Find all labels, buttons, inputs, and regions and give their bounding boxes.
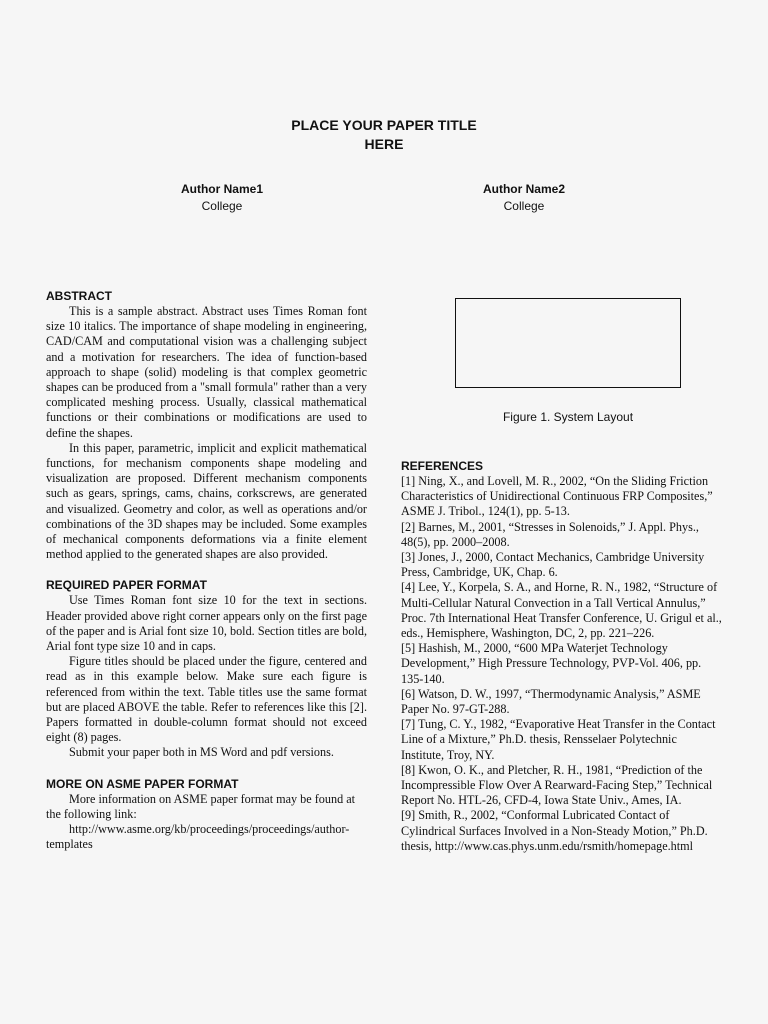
paper-title-line2: HERE: [364, 136, 404, 152]
reference-item: [1] Ning, X., and Lovell, M. R., 2002, “On the Sliding Friction Characteristics of Unidirectional Continuous FRP Composites,” ASME J. Tribol., 124(1), pp. 5-13.: [401, 474, 713, 519]
more-format-paragraph: More information on ASME paper format may be found at the following link:: [46, 791, 356, 821]
author-affiliation: College: [503, 199, 545, 213]
reference-item: [6] Watson, D. W., 1997, “Thermodynamic Analysis,” ASME Paper No. 97-GT-288.: [401, 686, 701, 717]
format-paragraph: Use Times Roman font size 10 for the text in sections. Header provided above right corner appears only on the first page of the paper and is Arial font size 10, bold. Section titles are bold, Arial font type size 10 and in caps.: [46, 593, 367, 654]
figure-caption: Figure 1. System Layout: [502, 410, 634, 424]
reference-item: [2] Barnes, M., 2001, “Stresses in Solenoids,” J. Appl. Phys., 48(5), pp. 2000–2008.: [401, 519, 699, 549]
references-heading: REFERENCES: [401, 459, 484, 473]
format-heading: REQUIRED PAPER FORMAT: [46, 578, 207, 593]
paper-title: [0, 116, 768, 154]
figure-placeholder: [455, 298, 681, 388]
reference-item: [8] Kwon, O. K., and Pletcher, R. H., 1981, “Prediction of the Incompressible Flow Over A Rearward-Facing Step,” Technical Report No. HTL-26, CFD-4, Iowa State Univ., Ames, IA.: [401, 762, 713, 808]
author-name: Author Name1: [180, 182, 263, 196]
reference-item: [3] Jones, J., 2000, Contact Mechanics, Cambridge University Press, Cambridge, UK, Chap. 6.: [401, 550, 705, 580]
reference-item: [4] Lee, Y., Korpela, S. A., and Horne, R. N., 1982, “Structure of Multi-Cellular Natural Convection in a Tall Vertical Annulus,” Proc. 7th International Heat Transfer Conference, U. Grigul et al., eds., Hemisphere, Washington, DC, 2, pp. 221–226.: [401, 580, 722, 641]
left-column: [46, 288, 367, 853]
author-2: [424, 181, 624, 215]
author-affiliation: College: [201, 199, 243, 213]
format-paragraph: Submit your paper both in MS Word and pdf versions.: [69, 745, 334, 760]
abstract-heading: ABSTRACT: [46, 289, 112, 303]
more-format-heading: MORE ON ASME PAPER FORMAT: [46, 776, 239, 791]
reference-item: [5] Hashish, M., 2000, “600 MPa Waterjet Technology Development,” High Pressure Technology, PVP-Vol. 406, pp. 135-140.: [401, 641, 702, 686]
reference-item: [9] Smith, R., 2002, “Conformal Lubricated Contact of Cylindrical Surfaces Involved in a Non-Steady Motion,” Ph.D. thesis, http://www.cas.phys.unm.edu/rsmith/homepage.html: [401, 808, 708, 853]
format-paragraph: Figure titles should be placed under the figure, centered and read as in this example below. Make sure each figure is referenced from within the text. Table titles use the same format but are placed ABOVE the table. Refer to references like this [2]. Papers formatted in double-column format should not exceed eight (8) pages.: [46, 654, 367, 745]
abstract-paragraph: This is a sample abstract. Abstract uses Times Roman font size 10 italics. The importance of shape modeling in engineering, CAD/CAM and computational vision was a challenging subject and a motivation for researchers. The idea of function-based approach to shape (solid) modeling is that complex geometric shapes can be produced from a "small formula" rather than a very complicated meshing process. Usually, classical mathematical functions or their combinations or modifications are used to define the shapes.: [46, 304, 367, 440]
reference-item: [7] Tung, C. Y., 1982, “Evaporative Heat Transfer in the Contact Line of a Mixture,” Ph.D. thesis, Rensselaer Polytechnic Institute, Troy, NY.: [401, 717, 716, 762]
paper-title-line1: PLACE YOUR PAPER TITLE: [291, 117, 477, 133]
references-section: [401, 458, 722, 854]
abstract-paragraph: In this paper, parametric, implicit and explicit mathematical functions, for mechanism components shape modeling and visualization are proposed. Different mechanism components such as gears, springs, cams, chains, corkscrews, are generated and visualized. Geometry and color, as well as operations and/or combinations of the 3D shapes may be included. Some examples of mechanical components deformations via a finite element method applied to the generated shapes are also provided.: [46, 440, 367, 562]
asme-link[interactable]: http://www.asme.org/kb/proceedings/proceedings/author-templates: [46, 822, 350, 852]
author-name: Author Name2: [482, 182, 565, 196]
author-1: [122, 181, 322, 215]
